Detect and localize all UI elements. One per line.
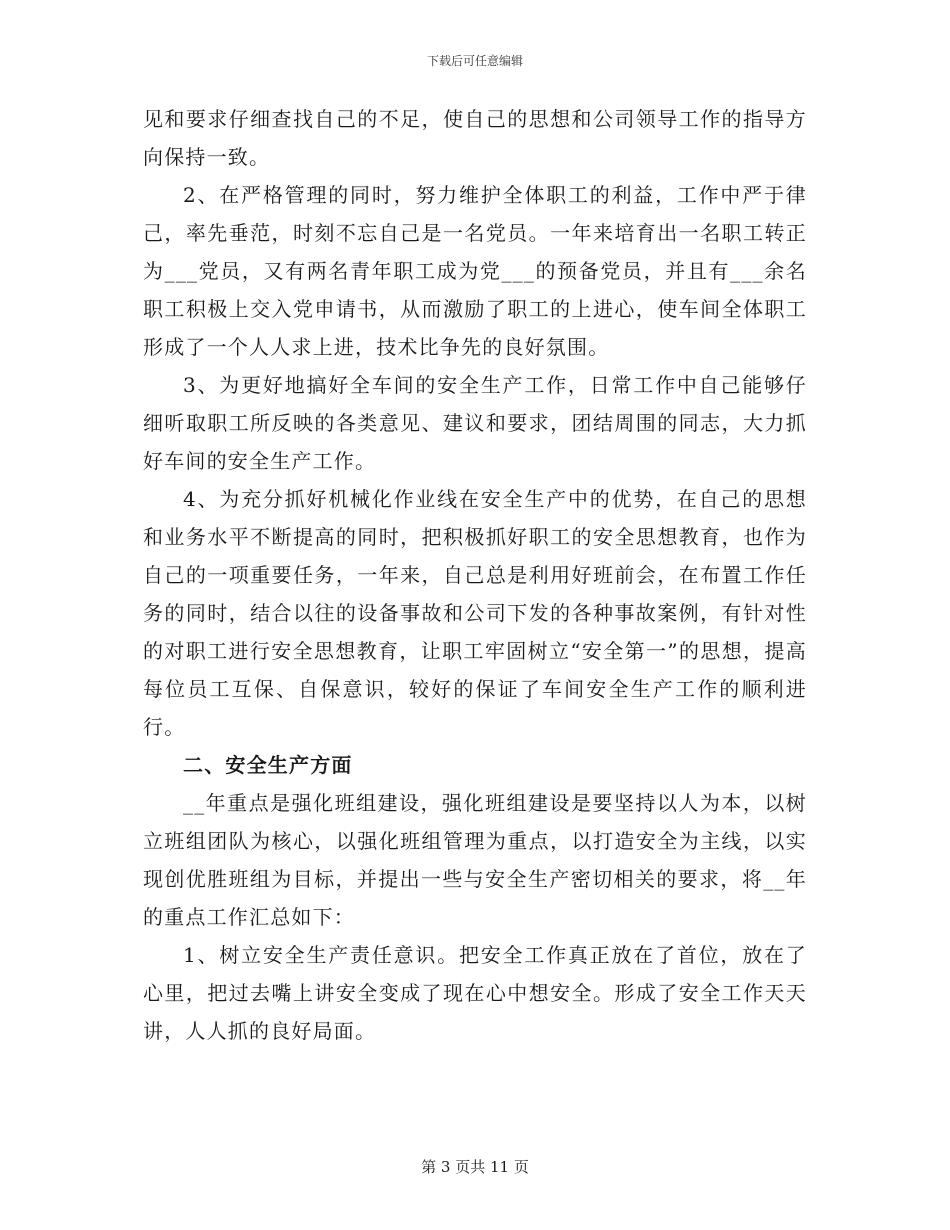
paragraph-item-4: 4、为充分抓好机械化作业线在安全生产中的优势，在自己的思想和业务水平不断提高的同时，把积极抓好职工的安全思想教育，也作为自己的一项重要任务，一年来，自己总是利用好班前会，在布置工作任务的同时，结合以往的设备事故和公司下发的各种事故案例，有针对性的对职工进行安全思想教育，让职工牢固树立“安全第一”的思想，提高每位员工互保、自保意识，较好的保证了车间安全生产工作的顺利进行。 (143, 487, 807, 739)
paragraph-section-intro: __年重点是强化班组建设，强化班组建设是要坚持以人为本，以树立班组团队为核心，以强化班组管理为重点，以打造安全为主线，以实现创优胜班组为目标，并提出一些与安全生产密切相关的要求，将__年的重点工作汇总如下： (143, 791, 807, 929)
page-header (0, 53, 950, 69)
paragraph-item-2: 2、在严格管理的同时，努力维护全体职工的利益，工作中严于律己，率先垂范，时刻不忘自己是一名党员。一年来培育出一名职工转正为___党员，又有两名青年职工成为党___的预备党员，并且有___余名职工积极上交入党申请书，从而激励了职工的上进心，使车间全体职工形成了一个人人求上进，技术比争先的良好氛围。 (143, 183, 807, 359)
page-number: 第 3 页共 11 页 (421, 1158, 529, 1176)
page-footer (0, 1157, 950, 1177)
header-text: 下载后可任意编辑 (426, 54, 523, 68)
paragraph-item-3: 3、为更好地搞好全车间的安全生产工作，日常工作中自己能够仔细听取职工所反映的各类意见、建议和要求，团结周围的同志，大力抓好车间的安全生产工作。 (143, 373, 807, 473)
paragraph-section-item-1: 1、树立安全生产责任意识。把安全工作真正放在了首位，放在了心里，把过去嘴上讲安全变成了现在心中想安全。形成了安全工作天天讲，人人抓的良好局面。 (143, 943, 807, 1043)
paragraph-continuation: 见和要求仔细查找自己的不足，使自己的思想和公司领导工作的指导方向保持一致。 (143, 107, 807, 169)
document-body (143, 100, 807, 1050)
section-heading: 二、安全生产方面 (183, 753, 353, 777)
